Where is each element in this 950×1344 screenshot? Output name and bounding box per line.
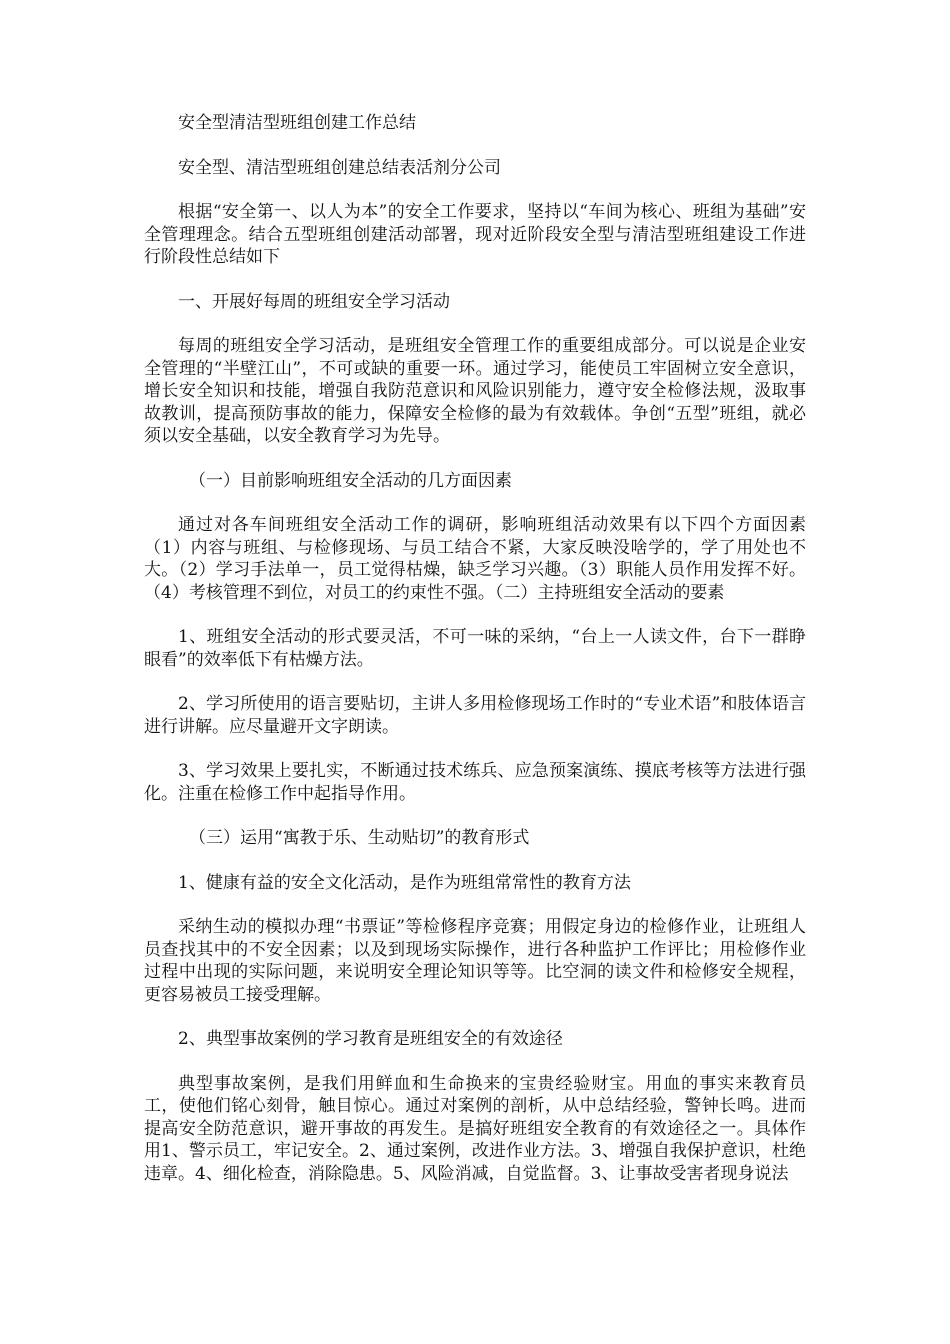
document-body: [144, 112, 806, 1207]
sub-heading-culture: 1、健康有益的安全文化活动，是作为班组常常性的教育方法: [178, 872, 631, 893]
subsection-heading-3: （三）运用“寓教于乐、生动贴切”的教育形式: [189, 828, 530, 848]
section-heading-1: 一、开展好每周的班组安全学习活动: [178, 291, 450, 312]
paragraph-intro: 根据“安全第一、以人为本”的安全工作要求，坚持以“车间为核心、班组为基础”安全管理理念。结合五型班组创建活动部署，现对近阶段安全型与清洁型班组建设工作进行阶段性总结如下: [144, 202, 806, 267]
sub-heading-cases: 2、典型事故案例的学习教育是班组安全的有效途径: [178, 1029, 563, 1049]
document-title: 安全型清洁型班组创建工作总结: [178, 113, 416, 133]
subsection-heading-1: （一）目前影响班组安全活动的几方面因素: [189, 470, 512, 491]
list-item-2: 2、学习所使用的语言要贴切，主讲人多用检修现场工作时的“专业术语”和肢体语言进行讲解。应尽量避开文字朗读。: [144, 694, 806, 737]
paragraph-cases: 典型事故案例，是我们用鲜血和生命换来的宝贵经验财宝。用血的事实来教育员工，使他们铭心刻骨，触目惊心。通过对案例的剖析，从中总结经验，警钟长鸣。进而提高安全防范意识，避开事故的再发生。是搞好班组安全教育的有效途径之一。具体作用1、警示员工，牢记安全。2、通过案例，改进作业方法。3、增强自我保护意识，杜绝违章。4、细化检查，消除隐患。5、风险消减，自觉监督。3、让事故受害者现身说法: [144, 1073, 806, 1184]
paragraph-weekly-study: 每周的班组安全学习活动，是班组安全管理工作的重要组成部分。可以说是企业安全管理的“半壁江山”，不可或缺的重要一环。通过学习，能使员工牢固树立安全意识，增长安全知识和技能，增强自我防范意识和风险识别能力，遵守安全检修法规，汲取事故教训，提高预防事故的能力，保障安全检修的最为有效载体。争创“五型”班组，就必须以安全基础，以安全教育学习为先导。: [144, 336, 806, 446]
paragraph-factors: 通过对各车间班组安全活动工作的调研，影响班组活动效果有以下四个方面因素（1）内容与班组、与检修现场、与员工结合不紧，大家反映没啥学的，学了用处也不大。（2）学习手法单一，员工觉得枯燥，缺乏学习兴趣。（3）职能人员作用发挥不好。（4）考核管理不到位，对员工的约束性不强。（二）主持班组安全活动的要素: [144, 515, 806, 603]
list-item-3: 3、学习效果上要扎实，不断通过技术练兵、应急预案演练、摸底考核等方法进行强化。注重在检修工作中起指导作用。: [144, 761, 806, 804]
document-subtitle: 安全型、清洁型班组创建总结表活剂分公司: [178, 157, 501, 178]
paragraph-simulation: 采纳生动的模拟办理“书票证”等检修程序竞赛；用假定身边的检修作业，让班组人员查找其中的不安全因素；以及到现场实际操作，进行各种监护工作评比；用检修作业过程中出现的实际问题，来说明安全理论知识等等。比空洞的读文件和检修安全规程，更容易被员工接受理解。: [144, 917, 806, 1005]
list-item-1: 1、班组安全活动的形式要灵活，不可一味的采纳，“台上一人读文件，台下一群睁眼看”的效率低下有枯燥方法。: [144, 627, 806, 670]
